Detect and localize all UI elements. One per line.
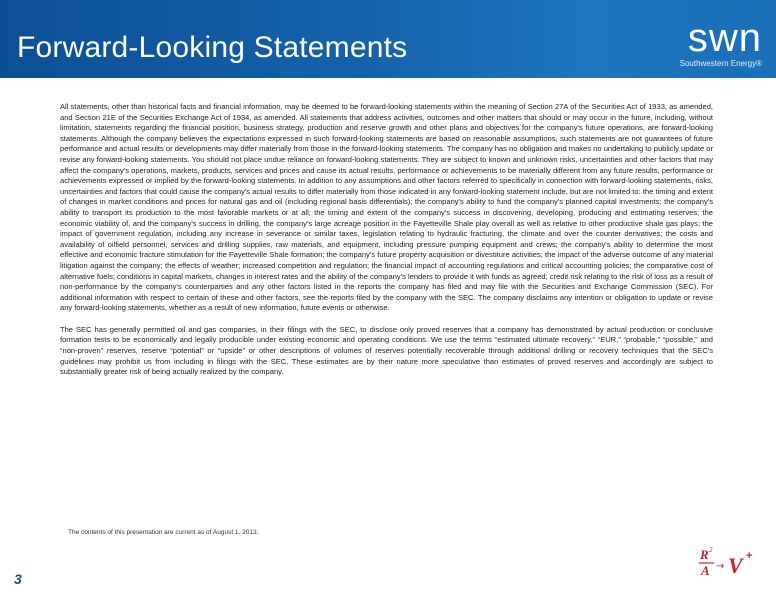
logo-tagline: Southwestern Energy®: [679, 59, 762, 68]
page-number: 3: [14, 571, 22, 587]
title-banner: [0, 0, 776, 78]
formula-numerator: R: [700, 547, 709, 562]
company-logo: [652, 18, 762, 69]
formula-denominator: A: [701, 563, 710, 578]
slide-title: Forward-Looking Statements: [17, 31, 408, 64]
formula-result: V: [728, 553, 743, 578]
logo-wordmark: swn: [687, 16, 762, 60]
forward-looking-paragraph: All statements, other than historical facts and financial information, may be deemed to be forward-looking statements within the meaning of Section 27A of the Securities Act of 1933, as amended, and Section 21E of the Securities Exchange Act of 1934, as amended. All statements that address activities, outcomes and other matters that should or may occur in the future, including, without limitation, statements regarding the financial position, business strategy, production and reserve growth and other plans and objectives for the company's future operations, are forward-looking statements. Although the company believes the expectations expressed in such forward-looking statements are based on reasonable assumptions, such statements are not guarantees of future performance and actual results or developments may differ materially from those in the forward-looking statements. The company has no obligation and makes no undertaking to publicly update or revise any forward-looking statements. You should not place undue reliance on forward-looking statements. They are subject to known and unknown risks, uncertainties and other factors that may affect the company's operations, markets, products, services and prices and cause its actual results, performance or achievements to be materially different from any future results, performance or achievements expressed or implied by the forward-looking statements. In addition to any assumptions and other factors referred to specifically in connection with forward-looking statements, risks, uncertainties and factors that could cause the company's actual results to differ materially from those indicated in any forward-looking statement include, but are not limited to: the timing and extent of changes in market conditions and prices for natural gas and oil (including regional basis differentials); the company's ability to fund the company's planned capital investments; the company's ability to transport its production to the most favorable markets or at all; the timing and extent of the company's success in discovering, developing, producing and estimating reserves; the economic viability of, and the company's success in drilling, the company's large acreage position in the Fayetteville Shale play overall as well as relative to other productive shale gas plays; the impact of government regulation, including any increase in severance or similar taxes, legislation relating to hydraulic fracturing, the climate and over the counter derivatives; the costs and availability of oilfield personnel, services and drilling supplies, raw materials, and equipment, including pressure pumping equipment and crews; the company's ability to determine the most effective and economic fracture stimulation for the Fayetteville Shale formation; the company's future property acquisition or divestiture activities; the impact of the adverse outcome of any material litigation against the company; the effects of weather; increased competition and regulation; the financial impact of accounting regulations and critical accounting policies; the comparative cost of alternative fuels; conditions in capital markets, changes in interest rates and the ability of the company's lenders to provide it with funds as agreed; credit risk relating to the risk of loss as a result of non-performance by the company's counterparties and any other factors listed in the reports the company has filed and may file with the Securities and Exchange Commission (SEC). For additional information with respect to certain of these and other factors, see the reports filed by the company with the SEC. The company disclaims any intention or obligation to update or revise any forward-looking statements, whether as a result of new information, future events or otherwise.: [60, 102, 713, 313]
formula-result-superscript: +: [746, 550, 753, 562]
currency-footnote: The contents of this presentation are current as of August 1, 2013.: [68, 529, 259, 536]
disclaimer-body: [60, 102, 713, 389]
formula-logo-mark: [696, 542, 758, 590]
formula-superscript: 2: [709, 546, 713, 554]
sec-reserves-paragraph: The SEC has generally permitted oil and gas companies, in their filings with the SEC, to disclose only proved reserves that a company has demonstrated by actual production or conclusive formation tests to be economically and legally producible under existing economic and operating conditions. We use the terms “estimated ultimate recovery,” “EUR,” “probable,” “possible,” and “non-proven” reserves, reserve “potential” or “upside” or other descriptions of volumes of reserves potentially recoverable through additional drilling or recovery techniques that the SEC's guidelines may prohibit us from including in filings with the SEC. These estimates are by their nature more speculative than estimates of proved reserves and accordingly are subject to substantially greater risk of being actually realized by the company.: [60, 324, 713, 377]
formula-arrow: →: [716, 561, 725, 572]
